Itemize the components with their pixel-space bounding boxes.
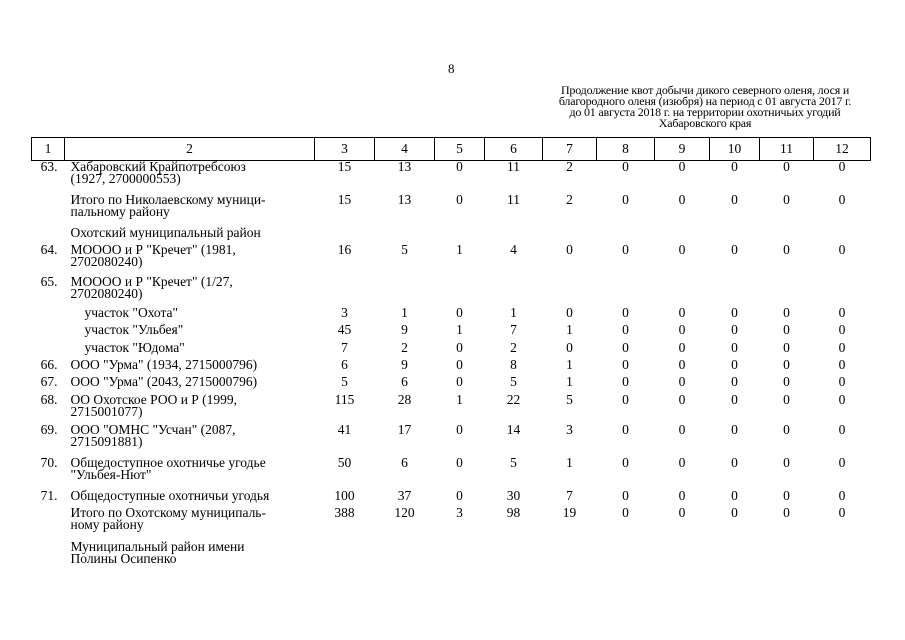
- row-value: 0: [783, 391, 790, 407]
- row-value: 6: [401, 454, 408, 470]
- row-value: 0: [622, 373, 629, 389]
- row-value: [543, 227, 597, 244]
- row-name-line: 2715091881): [70, 433, 143, 449]
- row-value: 1: [456, 391, 463, 407]
- row-value: 3: [566, 421, 573, 437]
- row-value: 0: [783, 159, 790, 174]
- row-value: 0: [456, 191, 463, 207]
- row-value: 5: [510, 454, 517, 470]
- row-name: [65, 454, 315, 490]
- column-header: 5: [435, 138, 485, 161]
- row-value: 5: [341, 373, 348, 389]
- column-header: 1: [32, 138, 65, 161]
- row-value: 0: [731, 454, 738, 470]
- row-value: [543, 541, 597, 571]
- table-row: [32, 307, 871, 324]
- row-name: [65, 304, 315, 324]
- row-value: 7: [510, 321, 517, 337]
- row-value: 2: [510, 339, 517, 355]
- column-header: 8: [597, 138, 655, 161]
- table-row: [32, 244, 871, 276]
- row-value: [760, 541, 814, 571]
- table-row: [32, 490, 871, 507]
- row-value: [814, 227, 871, 244]
- row-value: 15: [337, 159, 352, 174]
- row-value: [315, 227, 375, 244]
- table-row: [32, 342, 871, 359]
- row-name: [65, 504, 315, 541]
- row-name: [65, 321, 315, 342]
- row-value: [710, 276, 760, 307]
- row-number: [32, 307, 65, 324]
- row-value: 14: [506, 421, 521, 437]
- row-value: 0: [783, 321, 790, 337]
- row-value: 0: [456, 454, 463, 470]
- row-value: 0: [622, 304, 629, 320]
- row-name-line: "Ульбея-Нют": [70, 466, 152, 482]
- row-value: [485, 541, 543, 571]
- row-value: 11: [507, 191, 520, 207]
- row-value: 1: [456, 321, 463, 337]
- row-value: 0: [731, 159, 738, 174]
- header-row: [32, 138, 871, 161]
- row-value: 0: [783, 454, 790, 470]
- table-row: [32, 359, 871, 376]
- row-value: 120: [394, 504, 415, 520]
- table-row: [32, 541, 871, 571]
- row-value: 0: [731, 487, 738, 503]
- row-name: [65, 224, 315, 244]
- row-name: [65, 487, 315, 507]
- row-name-line: ООО "Урма" (1934, 2715000796): [70, 356, 258, 372]
- row-value: 0: [678, 421, 686, 437]
- row-value: 5: [401, 241, 408, 257]
- row-value: [760, 276, 814, 307]
- column-header: 11: [760, 138, 814, 161]
- row-value: 0: [566, 339, 573, 355]
- row-name-line: Общедоступные охотничьи угодья: [70, 487, 270, 503]
- quota-table: [31, 137, 871, 571]
- row-value: [760, 227, 814, 244]
- row-name-line: участок "Юдома": [84, 339, 185, 355]
- row-value: 1: [566, 321, 573, 337]
- row-value: 0: [622, 321, 629, 337]
- row-value: 0: [731, 356, 738, 372]
- row-value: 16: [337, 241, 352, 257]
- row-value: [435, 227, 485, 244]
- row-value: [710, 541, 760, 571]
- row-name-line: МОООО и Р "Кречет" (1981,: [70, 241, 236, 257]
- row-value: 0: [678, 304, 686, 320]
- row-value: 0: [678, 159, 686, 174]
- row-value: [655, 227, 710, 244]
- row-value: 9: [401, 356, 408, 372]
- caption-line: Продолжение квот добычи дикого северного оленя, лося и: [560, 83, 850, 97]
- row-name-line: 2715001077): [70, 403, 143, 419]
- row-value: 0: [783, 304, 790, 320]
- row-value: 7: [341, 339, 348, 355]
- row-value: 13: [397, 159, 412, 174]
- row-value: 0: [622, 191, 629, 207]
- row-name-line: участок "Ульбея": [84, 321, 184, 337]
- row-value: 0: [731, 241, 738, 257]
- row-value: 0: [731, 304, 738, 320]
- row-number: [32, 324, 65, 342]
- row-value: 0: [838, 191, 846, 207]
- row-name-line: Хабаровский Крайпотребсоюз: [70, 159, 246, 174]
- column-header: 7: [543, 138, 597, 161]
- row-name-line: Итого по Охотскому муниципаль-: [70, 504, 266, 520]
- row-value: 0: [783, 241, 790, 257]
- row-value: 0: [622, 504, 629, 520]
- row-value: 0: [838, 391, 846, 407]
- row-value: 0: [838, 304, 846, 320]
- row-value: [375, 227, 435, 244]
- row-value: 0: [838, 339, 846, 355]
- row-value: [315, 276, 375, 307]
- row-value: 0: [731, 504, 738, 520]
- row-value: 0: [783, 504, 790, 520]
- row-value: 0: [783, 487, 790, 503]
- row-value: [435, 276, 485, 307]
- row-name-line: ООО "Урма" (2043, 2715000796): [70, 373, 258, 389]
- row-value: 0: [622, 487, 629, 503]
- table-row: [32, 161, 871, 194]
- row-value: [375, 276, 435, 307]
- row-value: [485, 227, 543, 244]
- row-value: [655, 541, 710, 571]
- row-value: 22: [506, 391, 521, 407]
- row-value: 0: [731, 421, 738, 437]
- row-name: [65, 161, 315, 194]
- row-value: 0: [456, 339, 463, 355]
- row-value: 0: [783, 356, 790, 372]
- row-value: 0: [838, 159, 846, 174]
- table-caption: [536, 85, 874, 129]
- row-value: [375, 541, 435, 571]
- row-name-line: участок "Охота": [84, 304, 179, 320]
- row-value: 0: [678, 339, 686, 355]
- page-number: 8: [448, 61, 455, 76]
- row-value: 0: [456, 304, 463, 320]
- row-value: 0: [622, 391, 629, 407]
- row-value: 0: [731, 191, 738, 207]
- row-number: 68.: [40, 391, 58, 407]
- row-value: 0: [456, 421, 463, 437]
- row-value: [435, 541, 485, 571]
- table-row: [32, 376, 871, 394]
- row-value: 0: [731, 339, 738, 355]
- row-value: 100: [334, 487, 355, 503]
- row-value: 0: [731, 321, 738, 337]
- row-value: 0: [456, 159, 463, 174]
- row-number: [32, 194, 65, 227]
- row-value: [710, 227, 760, 244]
- row-value: 5: [510, 373, 517, 389]
- row-value: 0: [456, 356, 463, 372]
- row-value: 0: [783, 339, 790, 355]
- column-header: 6: [485, 138, 543, 161]
- row-value: 0: [622, 356, 629, 372]
- row-number: 70.: [40, 454, 58, 470]
- row-value: 0: [622, 339, 629, 355]
- row-number: [32, 507, 65, 541]
- row-value: 1: [510, 304, 517, 320]
- row-value: 11: [507, 159, 520, 174]
- row-name: [65, 191, 315, 227]
- row-name: [65, 241, 315, 276]
- table-row: [32, 424, 871, 457]
- row-value: 0: [783, 191, 790, 207]
- table-row: [32, 394, 871, 424]
- row-value: 6: [401, 373, 408, 389]
- row-name-line: Общедоступное охотничье угодье: [70, 454, 266, 470]
- row-number: 71.: [40, 487, 58, 503]
- row-name: [65, 356, 315, 376]
- row-value: 19: [562, 504, 577, 520]
- row-value: 0: [838, 321, 846, 337]
- row-value: 1: [566, 454, 573, 470]
- row-name-line: (1927, 2700000553): [70, 171, 181, 186]
- row-value: 0: [838, 487, 846, 503]
- row-name-line: МОООО и Р "Кречет" (1/27,: [70, 273, 233, 289]
- row-value: 0: [783, 373, 790, 389]
- row-name-line: ООО "ОМНС "Усчан" (2087,: [70, 421, 236, 437]
- row-value: [814, 541, 871, 571]
- row-value: 0: [838, 504, 846, 520]
- row-value: 15: [337, 191, 352, 207]
- row-number: [32, 541, 65, 571]
- row-value: 4: [510, 241, 517, 257]
- row-value: 30: [506, 487, 521, 503]
- row-value: 3: [341, 304, 348, 320]
- row-name-line: ному району: [70, 516, 144, 532]
- row-value: 0: [678, 191, 686, 207]
- row-value: 0: [838, 421, 846, 437]
- row-value: [814, 276, 871, 307]
- table-row: [32, 324, 871, 342]
- row-value: 0: [838, 373, 846, 389]
- row-value: 45: [337, 321, 352, 337]
- row-value: 0: [678, 356, 686, 372]
- row-number: 69.: [40, 421, 58, 437]
- column-header: 2: [65, 138, 315, 161]
- row-value: 0: [678, 391, 686, 407]
- caption-line: благородного оленя (изюбря) на период с 01 августа 2017 г.: [558, 94, 852, 108]
- table-row: [32, 194, 871, 227]
- row-value: 0: [566, 241, 573, 257]
- column-header: 12: [814, 138, 871, 161]
- row-number: [32, 342, 65, 359]
- column-header: 4: [375, 138, 435, 161]
- row-value: 7: [566, 487, 573, 503]
- column-header: 10: [710, 138, 760, 161]
- row-value: 50: [337, 454, 352, 470]
- row-name-line: Охотский муниципальный район: [70, 224, 261, 240]
- row-value: [655, 276, 710, 307]
- row-value: [597, 541, 655, 571]
- caption-line: до 01 августа 2018 г. на территории охотничьих угодий: [569, 105, 841, 119]
- row-value: 98: [506, 504, 521, 520]
- row-value: 0: [838, 241, 846, 257]
- row-value: 6: [341, 356, 348, 372]
- row-value: [315, 541, 375, 571]
- row-value: 0: [678, 241, 686, 257]
- row-value: 0: [783, 421, 790, 437]
- row-value: 1: [401, 304, 408, 320]
- row-name-line: Полины Осипенко: [70, 550, 177, 566]
- row-name: [65, 373, 315, 394]
- row-name: [65, 391, 315, 424]
- row-name-line: 2702080240): [70, 285, 143, 301]
- row-name: [65, 339, 315, 359]
- table-row: [32, 507, 871, 541]
- row-name: [65, 538, 315, 571]
- row-number: 64.: [40, 241, 58, 257]
- column-header: 9: [655, 138, 710, 161]
- row-name: [65, 421, 315, 457]
- row-value: [543, 276, 597, 307]
- row-name-line: ОО Охотское РОО и Р (1999,: [70, 391, 238, 407]
- row-number: 66.: [40, 356, 58, 372]
- column-header: 3: [315, 138, 375, 161]
- row-value: 13: [397, 191, 412, 207]
- row-value: 0: [678, 373, 686, 389]
- row-value: 0: [731, 391, 738, 407]
- row-number: 67.: [40, 373, 58, 389]
- row-value: 0: [678, 487, 686, 503]
- row-value: 2: [566, 159, 573, 174]
- row-value: 17: [397, 421, 412, 437]
- table-row: [32, 227, 871, 244]
- row-value: 1: [566, 356, 573, 372]
- row-value: [485, 276, 543, 307]
- row-value: 115: [334, 391, 355, 407]
- row-name: [65, 273, 315, 307]
- table-row: [32, 276, 871, 307]
- row-value: 0: [731, 373, 738, 389]
- row-value: 2: [566, 191, 573, 207]
- row-value: 0: [566, 304, 573, 320]
- row-value: [597, 227, 655, 244]
- caption-line: Хабаровского края: [658, 116, 752, 130]
- row-value: 3: [456, 504, 463, 520]
- row-value: 8: [510, 356, 517, 372]
- row-value: 28: [397, 391, 412, 407]
- row-value: 9: [401, 321, 408, 337]
- row-value: 0: [622, 454, 629, 470]
- row-name-line: 2702080240): [70, 253, 143, 269]
- row-value: 1: [566, 373, 573, 389]
- row-number: [32, 227, 65, 244]
- row-value: 0: [622, 241, 629, 257]
- table-row: [32, 457, 871, 490]
- row-value: 0: [456, 373, 463, 389]
- row-name-line: Муниципальный район имени: [70, 538, 245, 554]
- row-value: 0: [622, 421, 629, 437]
- row-value: 0: [456, 487, 463, 503]
- row-number: 65.: [40, 273, 58, 289]
- row-name-line: Итого по Николаевскому муници-: [70, 191, 266, 207]
- row-value: 0: [622, 159, 629, 174]
- row-value: [597, 276, 655, 307]
- row-value: 388: [334, 504, 355, 520]
- row-value: 2: [401, 339, 408, 355]
- row-value: 0: [678, 454, 686, 470]
- row-value: 37: [397, 487, 412, 503]
- row-value: 0: [838, 356, 846, 372]
- row-name-line: пальному району: [70, 203, 170, 219]
- row-value: 1: [456, 241, 463, 257]
- row-value: 0: [678, 504, 686, 520]
- row-value: 41: [337, 421, 352, 437]
- row-value: 5: [566, 391, 573, 407]
- row-value: 0: [678, 321, 686, 337]
- row-value: 0: [838, 454, 846, 470]
- row-number: 63.: [40, 159, 58, 174]
